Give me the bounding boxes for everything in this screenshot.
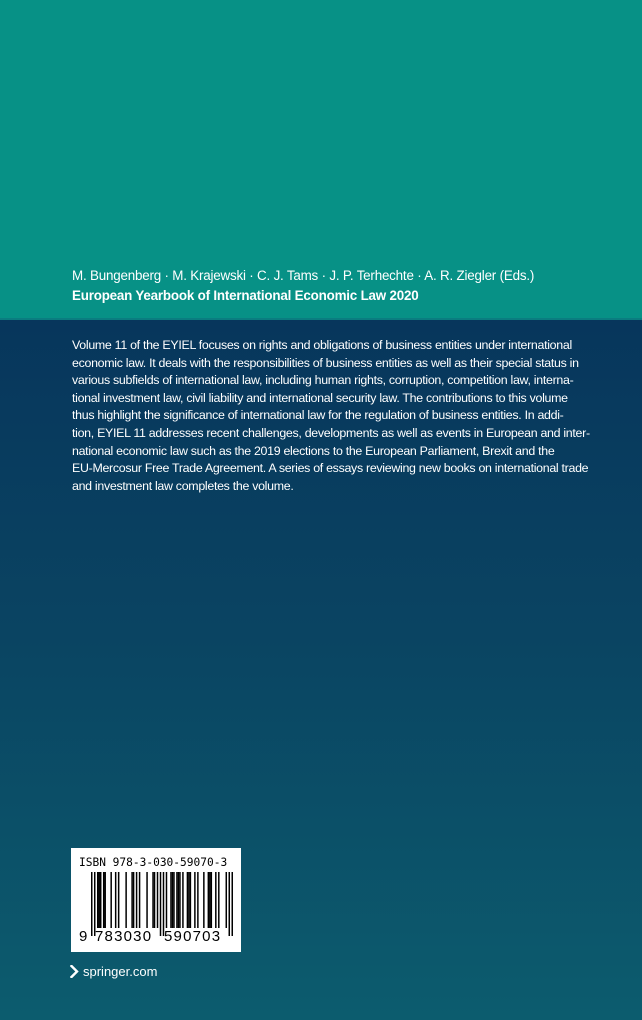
chevron-right-icon — [70, 965, 79, 978]
barcode-bar — [209, 872, 210, 928]
barcode-bar — [173, 872, 174, 928]
barcode-bar — [146, 872, 147, 928]
publisher-link[interactable] — [70, 964, 157, 979]
barcode-bar — [172, 872, 173, 928]
barcode-bar — [166, 872, 167, 928]
barcode-bar — [170, 872, 171, 928]
description-line: economic law. It deals with the responsibilities of business entities as well as their special status in — [72, 355, 579, 370]
barcode-bar — [97, 872, 98, 928]
barcode-bar — [103, 872, 104, 928]
barcode-bar — [163, 872, 164, 936]
barcode-bar — [131, 872, 132, 928]
barcode-bar — [182, 872, 183, 928]
barcode-bar — [157, 872, 158, 928]
barcode-bar — [226, 872, 227, 928]
barcode-bar — [110, 872, 111, 928]
description-line: and investment law completes the volume. — [72, 478, 294, 493]
isbn-barcode — [71, 848, 241, 952]
isbn-label: ISBN 978-3-030-59070-3 — [79, 856, 228, 869]
description-line: national economic law such as the 2019 elections to the European Parliament, Brexit and the — [72, 443, 555, 458]
barcode-bar — [178, 872, 179, 928]
barcode-bar — [98, 872, 99, 928]
barcode-bar — [104, 872, 105, 928]
barcode-bar — [179, 872, 180, 928]
barcode-bar — [194, 872, 195, 928]
barcode-bar — [136, 872, 137, 928]
barcode-bar — [154, 872, 155, 928]
barcode-bar — [160, 872, 161, 936]
description-line: tion, EYIEL 11 addresses recent challenges, developments as well as events in European and inter- — [72, 425, 590, 440]
description-line: Volume 11 of the EYIEL focuses on rights and obligations of business entities under international — [72, 338, 572, 352]
barcode-bar — [139, 872, 140, 928]
barcode-lead-digit: 9 — [79, 928, 88, 945]
barcode-bar — [232, 872, 233, 936]
barcode-bar — [125, 872, 126, 928]
editors-line: M. Bungenberg · M. Krajewski · C. J. Tams · J. P. Terhechte · A. R. Ziegler (Eds.) — [72, 268, 535, 283]
description-line: various subfields of international law, including human rights, corruption, competition law, interna- — [72, 373, 574, 388]
barcode-bar — [229, 872, 230, 936]
barcode-digits-left: 783030 — [95, 928, 153, 945]
publisher-link-text: springer.com — [83, 964, 158, 979]
barcode-bar — [187, 872, 188, 928]
barcode-bar — [100, 872, 101, 928]
description-line: EU-Mercosur Free Trade Agreement. A series of essays reviewing new books on international trade — [72, 461, 589, 476]
description-line: tional investment law, civil liability and international security law. The contributions to this volume — [72, 390, 568, 405]
barcode-bar — [190, 872, 191, 928]
barcode-bar — [215, 872, 216, 928]
barcode-bar — [118, 872, 119, 928]
barcode-bar — [133, 872, 134, 928]
book-description — [72, 337, 590, 495]
barcode-bar — [94, 872, 95, 936]
barcode-bar — [218, 872, 219, 928]
barcode-bar — [176, 872, 177, 928]
barcode-bar — [203, 872, 204, 928]
description-line: thus highlight the significance of international law for the regulation of business entities. In addi- — [72, 408, 564, 423]
book-title: European Yearbook of International Economic Law 2020 — [72, 288, 419, 303]
barcode-bar — [188, 872, 189, 928]
barcode-digits-right: 590703 — [164, 928, 222, 945]
barcode-bar — [91, 872, 92, 936]
barcode-bar — [211, 872, 212, 928]
barcode-bar — [152, 872, 153, 928]
barcode-bar — [197, 872, 198, 928]
barcode-bar — [115, 872, 116, 928]
barcode-bar — [208, 872, 209, 928]
